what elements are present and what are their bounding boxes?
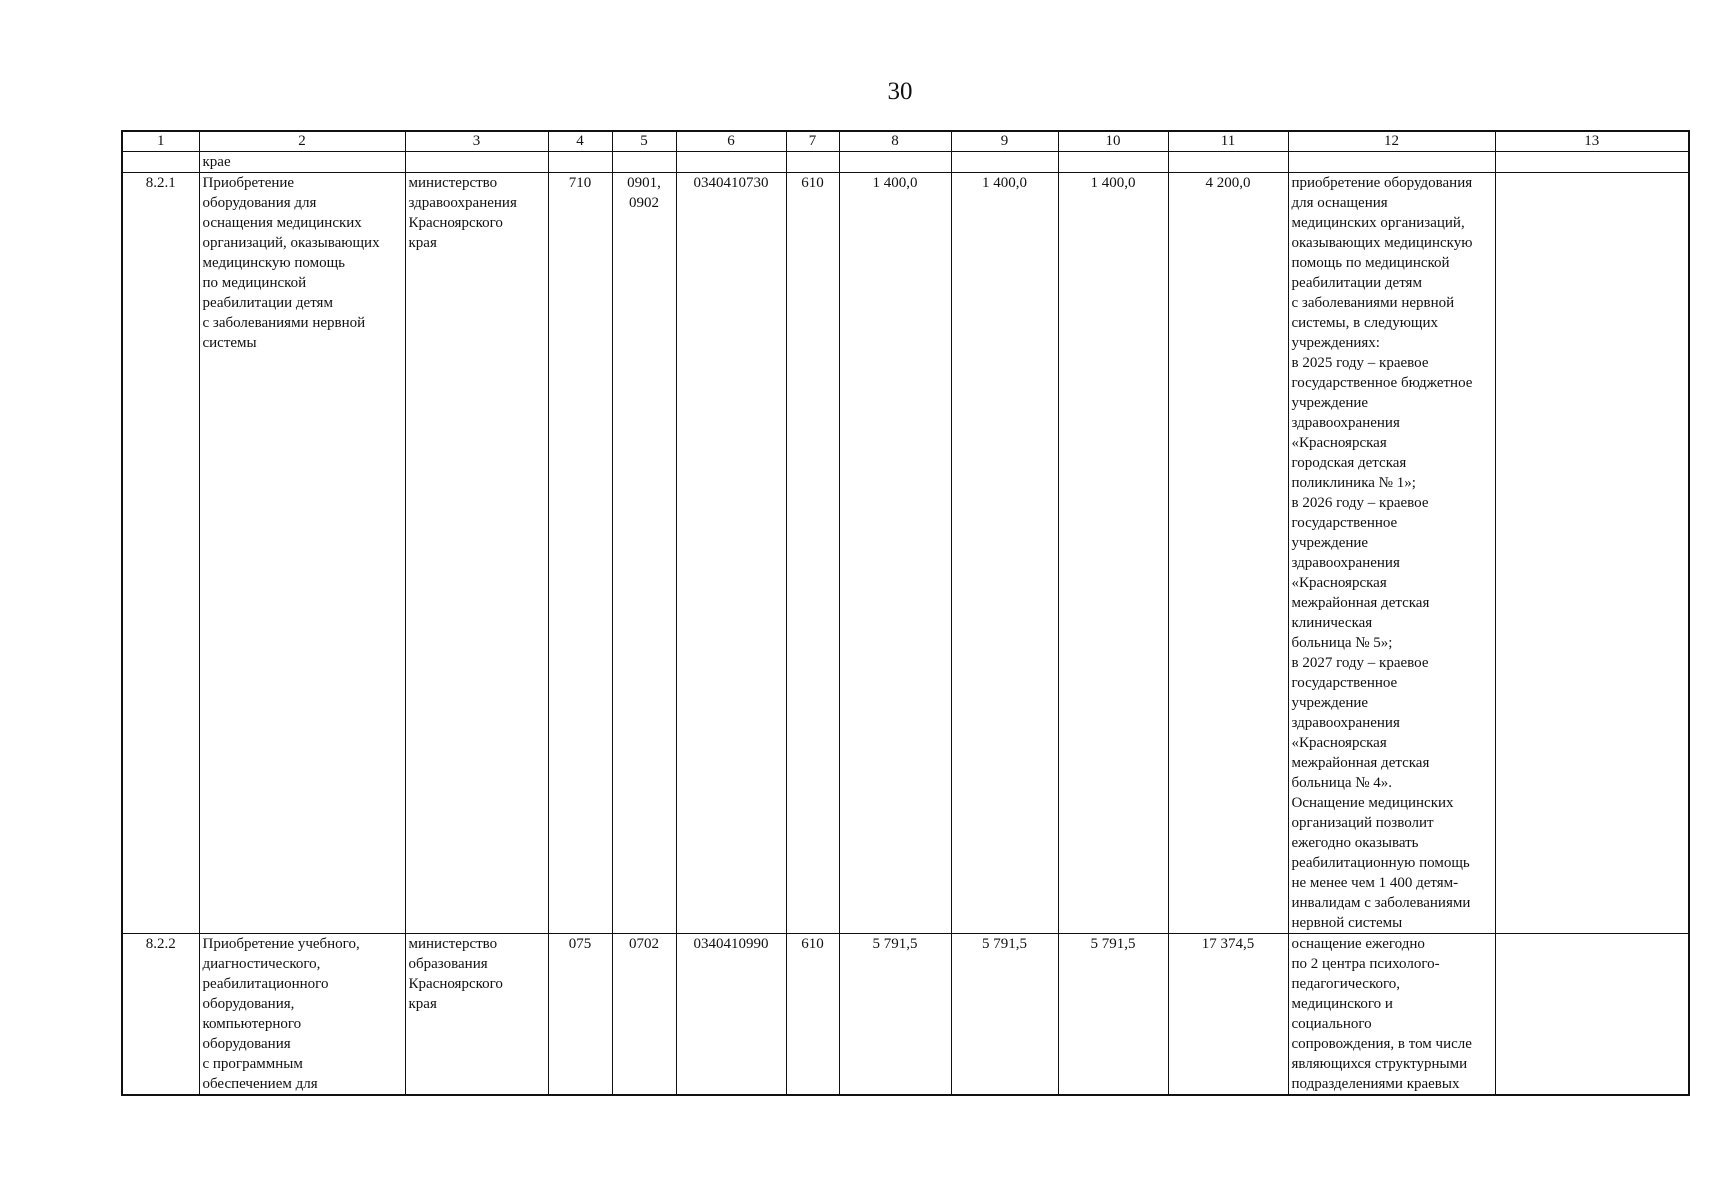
cell bbox=[1495, 152, 1689, 173]
cell-notes bbox=[1495, 173, 1689, 934]
cell-code-grbs: 710 bbox=[548, 173, 612, 934]
cell-code-section: 0901, 0902 bbox=[612, 173, 676, 934]
column-header-3: 3 bbox=[405, 131, 548, 152]
column-header-5: 5 bbox=[612, 131, 676, 152]
cell bbox=[1058, 152, 1168, 173]
cell-amount-year-1: 1 400,0 bbox=[839, 173, 951, 934]
cell-amount-year-3: 5 791,5 bbox=[1058, 934, 1168, 1096]
cell bbox=[548, 152, 612, 173]
cell bbox=[405, 152, 548, 173]
column-header-7: 7 bbox=[786, 131, 839, 152]
cell-name: крае bbox=[199, 152, 405, 173]
cell bbox=[1168, 152, 1288, 173]
cell-responsible-executor: министерство образования Красноярского края bbox=[405, 934, 548, 1096]
header-row bbox=[122, 131, 1689, 152]
cell-amount-year-2: 1 400,0 bbox=[951, 173, 1058, 934]
column-header-4: 4 bbox=[548, 131, 612, 152]
column-header-6: 6 bbox=[676, 131, 786, 152]
continuation-row bbox=[122, 152, 1689, 173]
cell-item-number: 8.2.1 bbox=[122, 173, 199, 934]
cell-amount-year-2: 5 791,5 bbox=[951, 934, 1058, 1096]
column-header-11: 11 bbox=[1168, 131, 1288, 152]
cell-notes bbox=[1495, 934, 1689, 1096]
column-header-10: 10 bbox=[1058, 131, 1168, 152]
cell-amount-total: 17 374,5 bbox=[1168, 934, 1288, 1096]
cell bbox=[676, 152, 786, 173]
cell bbox=[1288, 152, 1495, 173]
cell-code-expense-type: 610 bbox=[786, 934, 839, 1096]
cell-code-target: 0340410990 bbox=[676, 934, 786, 1096]
cell bbox=[839, 152, 951, 173]
cell-activity-name: Приобретение оборудования для оснащения медицинских организаций, оказывающих медицинскую помощь по медицинской реабилитации детям с заболеваниями нервной системы bbox=[199, 173, 405, 934]
page-number: 30 bbox=[887, 78, 913, 105]
cell-code-section: 0702 bbox=[612, 934, 676, 1096]
cell bbox=[951, 152, 1058, 173]
column-header-8: 8 bbox=[839, 131, 951, 152]
cell-activity-name: Приобретение учебного, диагностического, реабилитационного оборудования, компьютерного оборудования с программным обеспечением для bbox=[199, 934, 405, 1096]
table-row bbox=[122, 173, 1689, 934]
cell bbox=[786, 152, 839, 173]
cell-item-number: 8.2.2 bbox=[122, 934, 199, 1096]
cell-amount-total: 4 200,0 bbox=[1168, 173, 1288, 934]
column-header-12: 12 bbox=[1288, 131, 1495, 152]
cell-expected-result: оснащение ежегодно по 2 центра психолого- педагогического, медицинского и социального сопровождения, в том числе являющихся структурными подразделениями краевых bbox=[1288, 934, 1495, 1096]
column-header-13: 13 bbox=[1495, 131, 1689, 152]
column-header-9: 9 bbox=[951, 131, 1058, 152]
cell-amount-year-3: 1 400,0 bbox=[1058, 173, 1168, 934]
cell-amount-year-1: 5 791,5 bbox=[839, 934, 951, 1096]
program-activities-table bbox=[121, 130, 1690, 1096]
cell-code-target: 0340410730 bbox=[676, 173, 786, 934]
cell-expected-result: приобретение оборудования для оснащения медицинских организаций, оказывающих медицинскую помощь по медицинской реабилитации детям с заболеваниями нервной системы, в следующих учреждениях: в 2025 году – краевое государственное бюджетное учреждение здравоохранения «Красноярская городская детская поликлиника № 1»; в 2026 году – краевое государственное учреждение здравоохранения «Красноярская межрайонная детская клиническая больница № 5»; в 2027 году – краевое государственное учреждение здравоохранения «Красноярская межрайонная детская больница № 4». Оснащение медицинских организаций позволит ежегодно оказывать реабилитационную помощь не менее чем 1 400 детям- инвалидам с заболеваниями нервной системы bbox=[1288, 173, 1495, 934]
table-row bbox=[122, 934, 1689, 1096]
column-header-2: 2 bbox=[199, 131, 405, 152]
cell bbox=[612, 152, 676, 173]
cell-responsible-executor: министерство здравоохранения Красноярского края bbox=[405, 173, 548, 934]
column-header-1: 1 bbox=[122, 131, 199, 152]
cell bbox=[122, 152, 199, 173]
cell-code-grbs: 075 bbox=[548, 934, 612, 1096]
cell-code-expense-type: 610 bbox=[786, 173, 839, 934]
